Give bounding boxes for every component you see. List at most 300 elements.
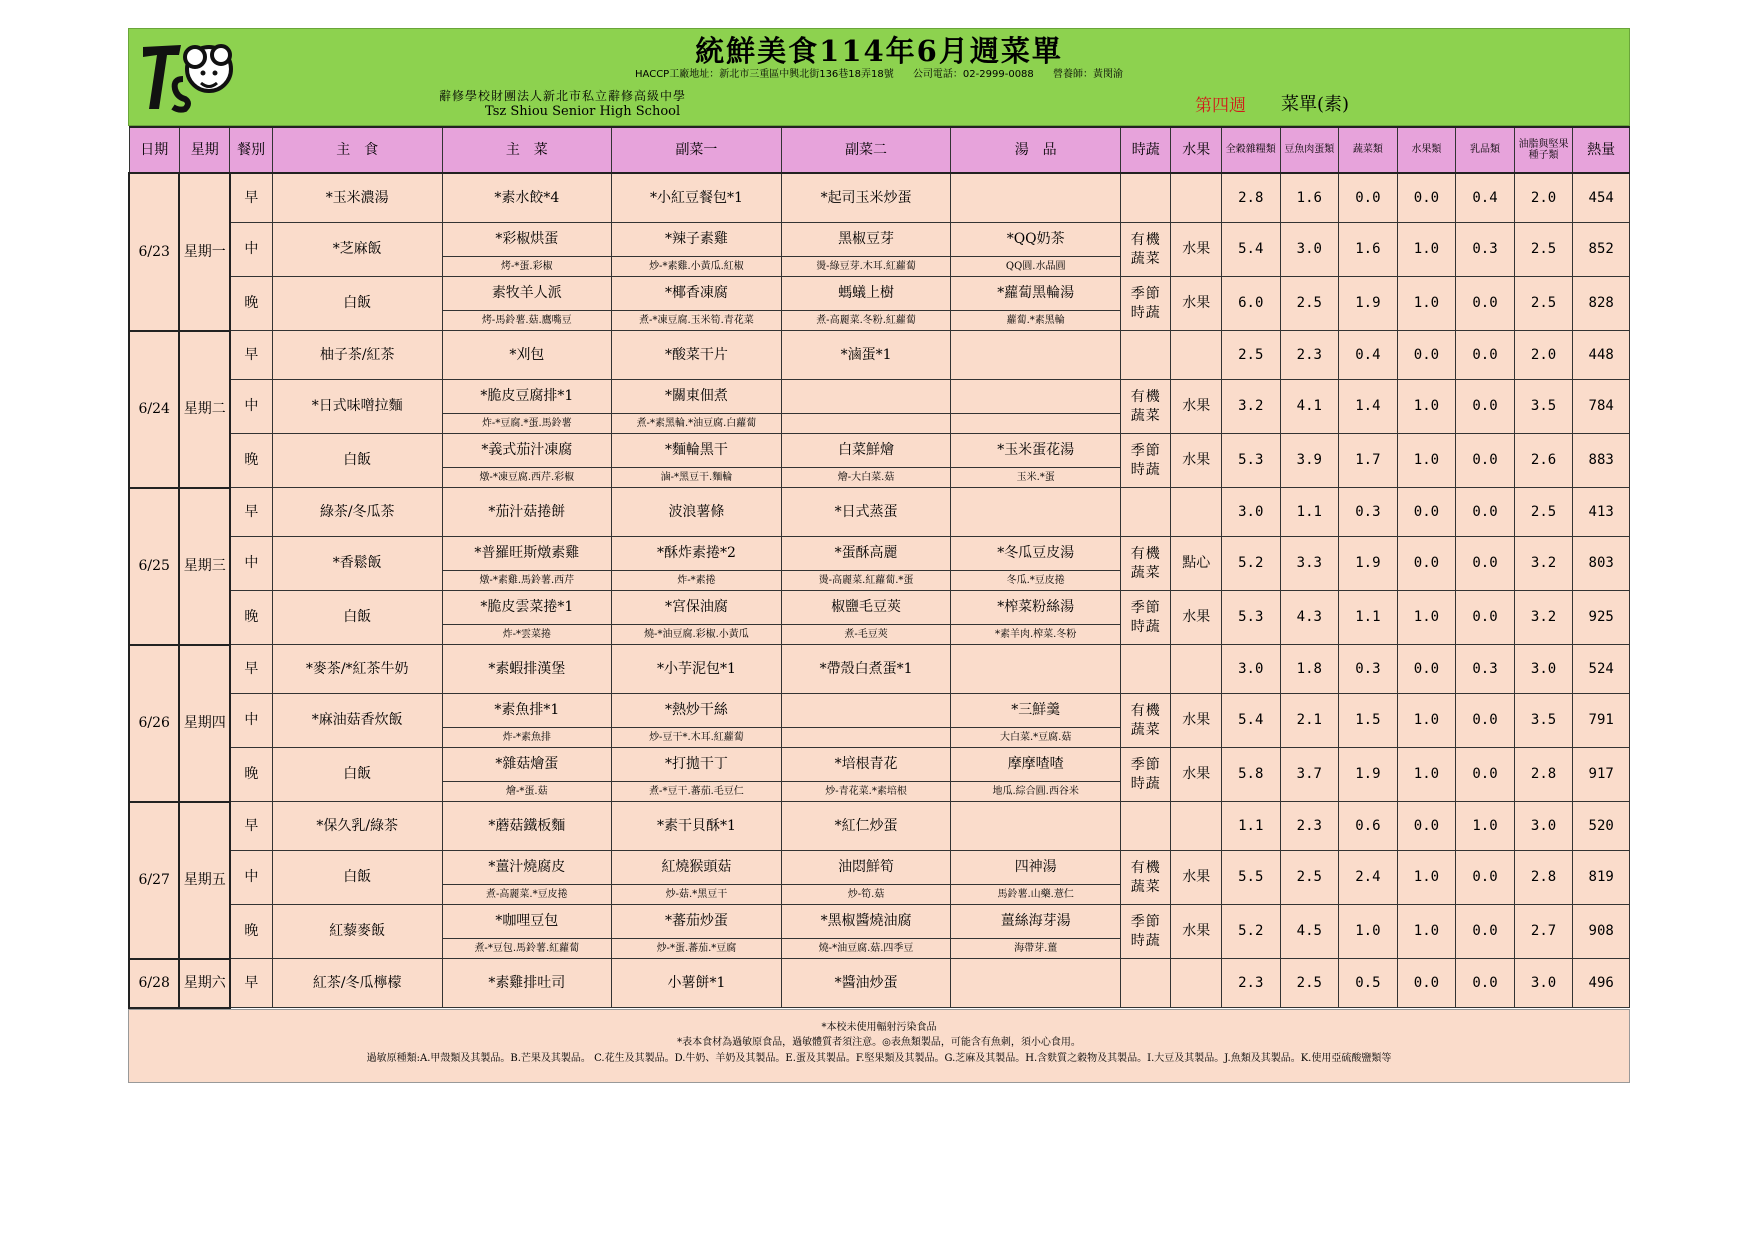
nutrition-oils: 2.8 [1514,748,1573,802]
nutrition-dairy: 0.0 [1456,537,1515,591]
dish-cell-side2: *起司玉米炒蛋 [781,173,951,223]
column-header: 副菜二 [781,127,951,173]
staple-cell: 白飯 [272,591,442,645]
dish-cell-main: *脆皮雲菜捲*1 [442,591,612,625]
nutrition-grains: 2.3 [1221,959,1280,1008]
dish-cell-side2: *日式蒸蛋 [781,488,951,537]
ingredient-cell-soup: 玉米.*蛋 [951,468,1121,488]
dish-cell-side2: *醬油炒蛋 [781,959,951,1008]
dish-cell-soup: 摩摩喳喳 [951,748,1121,782]
nutrition-fruits: 0.0 [1397,488,1456,537]
nutrition-dairy: 1.0 [1456,802,1515,851]
nutrition-kcal: 520 [1573,802,1630,851]
nutrition-oils: 3.2 [1514,591,1573,645]
nutrition-dairy: 0.0 [1456,748,1515,802]
fruit-cell: 水果 [1171,223,1221,277]
veg-cell [1121,591,1171,645]
nutrition-kcal: 496 [1573,959,1630,1008]
dish-cell-side1: *熱炒干絲 [612,694,782,728]
fruit-cell: 水果 [1171,905,1221,959]
veg-cell [1121,434,1171,488]
ingredient-cell-soup: 地瓜.綜合圓.西谷米 [951,782,1121,802]
nutrition-protein: 4.3 [1280,591,1339,645]
staple-cell: 綠茶/冬瓜茶 [272,488,442,537]
dish-cell-main: *刈包 [442,331,612,380]
nutrition-vegetables: 0.4 [1339,331,1398,380]
footer-note-allergen: *表本食材為過敏原食品，過敏體質者須注意。◎表魚類製品，可能含有魚刺，須小心食用。 [677,1037,1081,1048]
nutrition-oils: 3.0 [1514,645,1573,694]
staple-cell: *麥茶/*紅茶牛奶 [272,645,442,694]
nutrition-protein: 2.3 [1280,802,1339,851]
dish-cell-soup [951,802,1121,851]
fruit-cell: 水果 [1171,380,1221,434]
nutrition-oils: 2.8 [1514,851,1573,905]
ingredient-cell-side1: 煮-*素黑輪.*油豆腐.白蘿蔔 [612,414,782,434]
nutrition-protein: 4.5 [1280,905,1339,959]
nutrition-fruits: 1.0 [1397,380,1456,434]
dish-cell-main: *薑汁燒腐皮 [442,851,612,885]
dish-cell-soup: *QQ奶茶 [951,223,1121,257]
ingredient-cell-soup: QQ圓.水晶圓 [951,257,1121,277]
nutrition-kcal: 828 [1573,277,1630,331]
ingredient-cell-side1: 炒-豆干*.木耳.紅蘿蔔 [612,728,782,748]
nutrition-dairy: 0.0 [1456,488,1515,537]
nutrition-kcal: 454 [1573,173,1630,223]
staple-cell: *麻油菇香炊飯 [272,694,442,748]
ingredient-cell-side2: 煮-毛豆莢 [781,625,951,645]
column-header-row [129,127,1630,173]
nutrition-grains: 5.8 [1221,748,1280,802]
dish-cell-soup: *玉米蛋花湯 [951,434,1121,468]
dish-cell-soup [951,645,1121,694]
staple-cell: *玉米濃湯 [272,173,442,223]
nutrition-fruits: 1.0 [1397,434,1456,488]
nutrition-vegetables: 0.3 [1339,488,1398,537]
fruit-cell: 水果 [1171,277,1221,331]
nutrition-oils: 2.0 [1514,331,1573,380]
meal-type-cell: 晚 [230,591,272,645]
nutrition-vegetables: 1.4 [1339,380,1398,434]
weekday-cell: 星期五 [179,802,229,959]
ingredient-cell-soup: 大白菜.*豆腐.菇 [951,728,1121,748]
ingredient-cell-main: 炸-*素魚排 [442,728,612,748]
meal-row [129,173,1630,223]
nutrition-oils: 3.5 [1514,694,1573,748]
veg-cell [1121,173,1171,223]
dish-cell-soup: *蘿蔔黑輪湯 [951,277,1121,311]
nutrition-protein: 2.5 [1280,959,1339,1008]
ingredient-cell-side2 [781,414,951,434]
dietitian-name: 營養師：黃閔渝 [1052,69,1123,80]
meal-row [129,380,1630,414]
column-header: 主 菜 [442,127,612,173]
nutrition-protein: 1.8 [1280,645,1339,694]
meal-row [129,959,1630,1008]
date-cell: 6/28 [129,959,179,1008]
nutrition-oils: 3.0 [1514,959,1573,1008]
column-header: 全穀雜糧類 [1221,127,1280,173]
nutrition-kcal: 524 [1573,645,1630,694]
dish-cell-side2: 黑椒豆芽 [781,223,951,257]
veg-cell [1121,537,1171,591]
weekday-cell: 星期二 [179,331,229,488]
ingredient-cell-soup: *素羊肉.榨菜.冬粉 [951,625,1121,645]
dish-cell-side1: 小薯餅*1 [612,959,782,1008]
column-header: 豆魚肉蛋類 [1280,127,1339,173]
nutrition-protein: 3.9 [1280,434,1339,488]
veg-label: 有機蔬菜 [1130,702,1161,738]
dish-cell-main: *義式茄汁凍腐 [442,434,612,468]
staple-cell: 柚子茶/紅茶 [272,331,442,380]
veg-label: 季節時蔬 [1130,913,1161,949]
ingredient-cell-main: 炸-*雲菜捲 [442,625,612,645]
staple-cell: *芝麻飯 [272,223,442,277]
nutrition-fruits: 0.0 [1397,645,1456,694]
date-cell: 6/24 [129,331,179,488]
ingredient-cell-main: 煮-*豆包.馬鈴薯.紅蘿蔔 [442,939,612,959]
nutrition-fruits: 0.0 [1397,173,1456,223]
nutrition-oils: 2.5 [1514,277,1573,331]
dish-cell-side2: *紅仁炒蛋 [781,802,951,851]
nutrition-kcal: 448 [1573,331,1630,380]
meal-row [129,591,1630,625]
dish-cell-side2 [781,380,951,414]
nutrition-grains: 5.3 [1221,434,1280,488]
fruit-cell [1171,488,1221,537]
menu-sheet [128,28,1630,1083]
nutrition-dairy: 0.4 [1456,173,1515,223]
dish-cell-main: *雜菇燴蛋 [442,748,612,782]
veg-label: 有機蔬菜 [1130,388,1161,424]
column-header: 星期 [179,127,229,173]
veg-cell [1121,223,1171,277]
veg-label: 有機蔬菜 [1130,545,1161,581]
meal-type-cell: 中 [230,851,272,905]
nutrition-vegetables: 0.6 [1339,802,1398,851]
veg-cell [1121,380,1171,434]
nutrition-fruits: 1.0 [1397,277,1456,331]
nutrition-kcal: 819 [1573,851,1630,905]
meal-type-cell: 晚 [230,277,272,331]
nutrition-grains: 6.0 [1221,277,1280,331]
staple-cell: 白飯 [272,434,442,488]
date-cell: 6/26 [129,645,179,802]
staple-cell: 白飯 [272,748,442,802]
week-label: 第四週 [1195,96,1246,116]
veg-cell [1121,748,1171,802]
ingredient-cell-side1: 炒-*素雞.小黃瓜.紅椒 [612,257,782,277]
ingredient-cell-side2: 燙-綠豆芽.木耳.紅蘿蔔 [781,257,951,277]
nutrition-dairy: 0.3 [1456,645,1515,694]
nutrition-oils: 2.5 [1514,488,1573,537]
nutrition-fruits: 1.0 [1397,748,1456,802]
nutrition-kcal: 908 [1573,905,1630,959]
nutrition-vegetables: 1.1 [1339,591,1398,645]
menu-header [128,28,1630,126]
dish-cell-soup [951,380,1121,414]
dish-cell-main: *素雞排吐司 [442,959,612,1008]
dish-cell-main: *蘑菇鐵板麵 [442,802,612,851]
dish-cell-side1: *酸菜干片 [612,331,782,380]
fruit-cell [1171,802,1221,851]
nutrition-vegetables: 1.7 [1339,434,1398,488]
nutrition-kcal: 413 [1573,488,1630,537]
column-header: 乳品類 [1456,127,1515,173]
nutrition-dairy: 0.0 [1456,694,1515,748]
dish-cell-side1: *關東佃煮 [612,380,782,414]
ingredient-cell-main: 燴-*蛋.菇 [442,782,612,802]
nutrition-fruits: 1.0 [1397,851,1456,905]
veg-label: 季節時蔬 [1130,285,1161,321]
ingredient-cell-main: 烤-*蛋.彩椒 [442,257,612,277]
nutrition-grains: 5.4 [1221,223,1280,277]
veg-cell [1121,331,1171,380]
dish-cell-soup [951,173,1121,223]
ingredient-cell-side2: 炒-筍.菇 [781,885,951,905]
nutrition-fruits: 1.0 [1397,223,1456,277]
dish-cell-side1: *椰香凍腐 [612,277,782,311]
school-name: 辭修學校財團法人新北市私立辭修高級中學 [439,89,687,103]
fruit-cell: 水果 [1171,591,1221,645]
weekday-cell: 星期三 [179,488,229,645]
ingredient-cell-soup: 海帶芽.薑 [951,939,1121,959]
meal-type-cell: 中 [230,694,272,748]
dish-cell-side2: *培根青花 [781,748,951,782]
company-phone: 公司電話：02-2999-0088 [912,69,1034,80]
meal-row [129,645,1630,694]
menu-body [129,173,1630,1008]
dish-cell-soup: *榨菜粉絲湯 [951,591,1121,625]
meal-row [129,851,1630,885]
ingredient-cell-side1: 煮-*凍豆腐.玉米筍.青花菜 [612,311,782,331]
veg-cell [1121,645,1171,694]
fruit-cell: 水果 [1171,434,1221,488]
ingredient-cell-main: 燉-*凍豆腐.西芹.彩椒 [442,468,612,488]
ingredient-cell-main: 烤-馬鈴薯.菇.鷹嘴豆 [442,311,612,331]
meal-type-cell: 早 [230,331,272,380]
dish-cell-side1: *小芋泥包*1 [612,645,782,694]
nutrition-dairy: 0.0 [1456,277,1515,331]
nutrition-fruits: 1.0 [1397,591,1456,645]
dish-cell-main: *素蝦排漢堡 [442,645,612,694]
nutrition-dairy: 0.0 [1456,380,1515,434]
ingredient-cell-side1: 滷-*黑豆干.麵輪 [612,468,782,488]
ingredient-cell-side2 [781,728,951,748]
dish-cell-soup [951,331,1121,380]
veg-cell [1121,905,1171,959]
meal-row [129,488,1630,537]
dish-cell-side1: *酥炸素捲*2 [612,537,782,571]
dish-cell-side1: *蕃茄炒蛋 [612,905,782,939]
nutrition-protein: 2.5 [1280,277,1339,331]
nutrition-grains: 2.5 [1221,331,1280,380]
veg-cell [1121,959,1171,1008]
nutrition-fruits: 0.0 [1397,331,1456,380]
veg-cell [1121,488,1171,537]
dish-cell-soup [951,488,1121,537]
veg-cell [1121,802,1171,851]
nutrition-grains: 5.2 [1221,537,1280,591]
meal-type-cell: 早 [230,645,272,694]
nutrition-protein: 1.6 [1280,173,1339,223]
nutrition-fruits: 1.0 [1397,694,1456,748]
meal-row [129,277,1630,311]
fruit-cell: 水果 [1171,694,1221,748]
ingredient-cell-main: 煮-高麗菜.*豆皮捲 [442,885,612,905]
dish-cell-side1: *打拋干丁 [612,748,782,782]
dish-cell-side1: *素干貝酥*1 [612,802,782,851]
ingredient-cell-side2: 炒-青花菜.*素培根 [781,782,951,802]
date-cell: 6/23 [129,173,179,331]
footer-allergen-types: 過敏原種類:A.甲殼類及其製品。B.芒果及其製品。 C.花生及其製品。D.牛奶、羊奶及其製品。E.蛋及其製品。F.堅果類及其製品。G.芝麻及其製品。H.含麩質之穀物及其製品。I.大豆及其製品。J.魚類及其製品。K.使用亞硫酸鹽類等 [366,1052,1392,1064]
nutrition-protein: 3.7 [1280,748,1339,802]
factory-address: HACCP工廠地址：新北市三重區中興北街136巷18弄18號 [635,69,894,80]
column-header: 餐別 [230,127,272,173]
nutrition-vegetables: 0.3 [1339,645,1398,694]
staple-cell: 白飯 [272,277,442,331]
meal-type-cell: 晚 [230,748,272,802]
nutrition-dairy: 0.0 [1456,434,1515,488]
nutrition-kcal: 925 [1573,591,1630,645]
dish-cell-soup: 四神湯 [951,851,1121,885]
dish-cell-main: *普羅旺斯燉素雞 [442,537,612,571]
dish-cell-side1: 紅燒猴頭菇 [612,851,782,885]
nutrition-oils: 2.5 [1514,223,1573,277]
fruit-cell: 點心 [1171,537,1221,591]
staple-cell: *日式味噌拉麵 [272,380,442,434]
nutrition-kcal: 803 [1573,537,1630,591]
footer-note-radiation: *本校未使用輻射污染食品 [821,1021,937,1033]
meal-row [129,802,1630,851]
ingredient-cell-side1: 炸-*素捲 [612,571,782,591]
nutrition-oils: 2.7 [1514,905,1573,959]
nutrition-grains: 3.0 [1221,645,1280,694]
fruit-cell [1171,173,1221,223]
column-header: 副菜一 [612,127,782,173]
column-header: 時蔬 [1121,127,1171,173]
ingredient-cell-main: 燉-*素雞.馬鈴薯.西芹 [442,571,612,591]
nutrition-protein: 3.0 [1280,223,1339,277]
dish-cell-side2: *蛋酥高麗 [781,537,951,571]
company-info [129,65,1629,80]
nutrition-protein: 2.3 [1280,331,1339,380]
menu-footer [128,1009,1630,1083]
date-cell: 6/25 [129,488,179,645]
veg-label: 季節時蔬 [1130,756,1161,792]
veg-label: 季節時蔬 [1130,442,1161,478]
weekday-cell: 星期一 [179,173,229,331]
nutrition-grains: 1.1 [1221,802,1280,851]
meal-type-cell: 中 [230,223,272,277]
meal-type-cell: 早 [230,802,272,851]
nutrition-vegetables: 1.5 [1339,694,1398,748]
ingredient-cell-soup: 冬瓜.*豆皮捲 [951,571,1121,591]
fruit-cell [1171,645,1221,694]
staple-cell: *保久乳/綠茶 [272,802,442,851]
nutrition-grains: 5.3 [1221,591,1280,645]
dish-cell-main: *彩椒烘蛋 [442,223,612,257]
column-header: 水果 [1171,127,1221,173]
nutrition-vegetables: 1.0 [1339,905,1398,959]
dish-cell-side1: *辣子素雞 [612,223,782,257]
nutrition-oils: 3.5 [1514,380,1573,434]
dish-cell-main: 素牧羊人派 [442,277,612,311]
ingredient-cell-soup [951,414,1121,434]
fruit-cell: 水果 [1171,851,1221,905]
veg-cell [1121,851,1171,905]
ingredient-cell-side2: 燴-大白菜.菇 [781,468,951,488]
school-name-en: Tsz Shiou Senior High School [485,104,681,119]
nutrition-protein: 4.1 [1280,380,1339,434]
nutrition-dairy: 0.0 [1456,851,1515,905]
veg-cell [1121,694,1171,748]
dish-cell-soup [951,959,1121,1008]
fruit-cell: 水果 [1171,748,1221,802]
dish-cell-main: *素魚排*1 [442,694,612,728]
ingredient-cell-side1: 炒-菇.*黑豆干 [612,885,782,905]
nutrition-protein: 2.1 [1280,694,1339,748]
nutrition-protein: 2.5 [1280,851,1339,905]
dish-cell-soup: *冬瓜豆皮湯 [951,537,1121,571]
nutrition-oils: 3.0 [1514,802,1573,851]
nutrition-vegetables: 1.6 [1339,223,1398,277]
nutrition-vegetables: 2.4 [1339,851,1398,905]
dish-cell-main: *素水餃*4 [442,173,612,223]
meal-type-cell: 早 [230,959,272,1008]
dish-cell-side1: 波浪薯條 [612,488,782,537]
nutrition-grains: 5.4 [1221,694,1280,748]
nutrition-dairy: 0.0 [1456,905,1515,959]
dish-cell-side2: 油悶鮮筍 [781,851,951,885]
menu-table [128,126,1630,1009]
meal-row [129,331,1630,380]
meal-type-cell: 早 [230,173,272,223]
nutrition-vegetables: 1.9 [1339,277,1398,331]
nutrition-kcal: 883 [1573,434,1630,488]
nutrition-grains: 5.5 [1221,851,1280,905]
nutrition-grains: 3.0 [1221,488,1280,537]
dish-cell-side2: 螞蟻上樹 [781,277,951,311]
meal-row [129,223,1630,257]
meal-type-cell: 中 [230,380,272,434]
dish-cell-main: *咖哩豆包 [442,905,612,939]
nutrition-grains: 2.8 [1221,173,1280,223]
meal-row [129,694,1630,728]
staple-cell: 紅茶/冬瓜檸檬 [272,959,442,1008]
nutrition-dairy: 0.0 [1456,331,1515,380]
meal-row [129,434,1630,468]
meal-type-cell: 晚 [230,434,272,488]
nutrition-fruits: 0.0 [1397,802,1456,851]
ingredient-cell-side2: 燒-*油豆腐.菇.四季豆 [781,939,951,959]
ingredient-cell-side1: 燒-*油豆腐.彩椒.小黃瓜 [612,625,782,645]
column-header: 日期 [129,127,179,173]
nutrition-fruits: 0.0 [1397,959,1456,1008]
veg-label: 季節時蔬 [1130,599,1161,635]
nutrition-dairy: 0.0 [1456,959,1515,1008]
nutrition-kcal: 784 [1573,380,1630,434]
meal-type-cell: 早 [230,488,272,537]
ingredient-cell-soup: 蘿蔔.*素黑輪 [951,311,1121,331]
weekday-cell: 星期四 [179,645,229,802]
nutrition-oils: 3.2 [1514,537,1573,591]
ingredient-cell-main: 炸-*豆腐.*蛋.馬鈴薯 [442,414,612,434]
dish-cell-soup: *三鮮羹 [951,694,1121,728]
menu-title: 統鮮美食114年6月週菜單 [695,34,1063,68]
nutrition-vegetables: 1.9 [1339,748,1398,802]
ingredient-cell-soup: 馬鈴薯.山藥.薏仁 [951,885,1121,905]
date-cell: 6/27 [129,802,179,959]
